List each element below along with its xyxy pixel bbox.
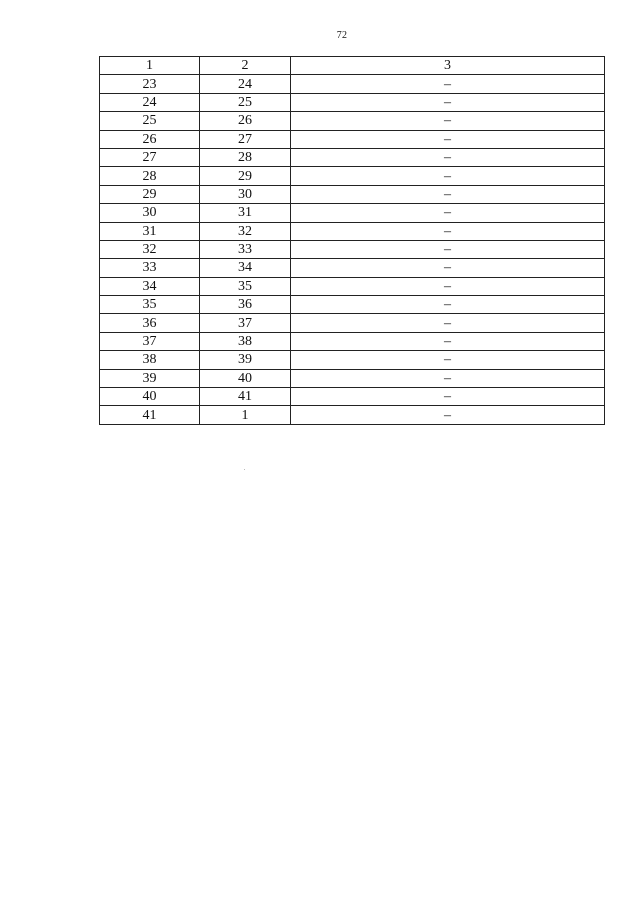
header-cell-col-3: 3 xyxy=(291,57,605,75)
table-cell-col-2: 26 xyxy=(200,112,291,130)
table-row xyxy=(100,93,605,111)
table-cell-col-3: – xyxy=(291,240,605,258)
table-cell-col-3: – xyxy=(291,222,605,240)
table-body xyxy=(100,75,605,424)
table-cell-col-2: 36 xyxy=(200,296,291,314)
table-cell-col-2: 27 xyxy=(200,130,291,148)
table-cell-col-2: 39 xyxy=(200,351,291,369)
table-row xyxy=(100,112,605,130)
table-cell-col-1: 41 xyxy=(100,406,200,424)
table-cell-col-1: 27 xyxy=(100,148,200,166)
scan-speck xyxy=(244,469,245,470)
table-row xyxy=(100,351,605,369)
table-cell-col-1: 28 xyxy=(100,167,200,185)
table-cell-col-1: 38 xyxy=(100,351,200,369)
table-row xyxy=(100,240,605,258)
table-cell-col-1: 39 xyxy=(100,369,200,387)
table-row xyxy=(100,296,605,314)
table-cell-col-3: – xyxy=(291,75,605,93)
table-row xyxy=(100,185,605,203)
table-cell-col-3: – xyxy=(291,277,605,295)
table-cell-col-1: 24 xyxy=(100,93,200,111)
table-cell-col-2: 35 xyxy=(200,277,291,295)
table-row xyxy=(100,167,605,185)
table-cell-col-2: 38 xyxy=(200,332,291,350)
header-cell-col-2: 2 xyxy=(200,57,291,75)
table-cell-col-2: 40 xyxy=(200,369,291,387)
table-row xyxy=(100,130,605,148)
table-cell-col-1: 29 xyxy=(100,185,200,203)
table-cell-col-3: – xyxy=(291,332,605,350)
table-cell-col-2: 24 xyxy=(200,75,291,93)
table-cell-col-1: 35 xyxy=(100,296,200,314)
table-row xyxy=(100,222,605,240)
table-cell-col-2: 32 xyxy=(200,222,291,240)
table-cell-col-1: 40 xyxy=(100,388,200,406)
table-cell-col-3: – xyxy=(291,388,605,406)
table-cell-col-3: – xyxy=(291,130,605,148)
table-cell-col-3: – xyxy=(291,296,605,314)
table-cell-col-3: – xyxy=(291,204,605,222)
table-cell-col-1: 36 xyxy=(100,314,200,332)
header-row xyxy=(100,57,605,75)
table-cell-col-2: 37 xyxy=(200,314,291,332)
table-cell-col-1: 25 xyxy=(100,112,200,130)
page-number: 72 xyxy=(336,30,348,41)
table-cell-col-2: 30 xyxy=(200,185,291,203)
table-cell-col-1: 31 xyxy=(100,222,200,240)
table-cell-col-3: – xyxy=(291,314,605,332)
table-cell-col-3: – xyxy=(291,351,605,369)
table-cell-col-1: 37 xyxy=(100,332,200,350)
table-cell-col-1: 33 xyxy=(100,259,200,277)
table-row xyxy=(100,369,605,387)
table-cell-col-1: 34 xyxy=(100,277,200,295)
table-row xyxy=(100,148,605,166)
table-row xyxy=(100,75,605,93)
table-cell-col-2: 33 xyxy=(200,240,291,258)
table-cell-col-3: – xyxy=(291,185,605,203)
table-row xyxy=(100,332,605,350)
table-cell-col-2: 28 xyxy=(200,148,291,166)
table-cell-col-2: 34 xyxy=(200,259,291,277)
header-cell-col-1: 1 xyxy=(100,57,200,75)
table-cell-col-2: 25 xyxy=(200,93,291,111)
table-row xyxy=(100,314,605,332)
table-cell-col-1: 23 xyxy=(100,75,200,93)
table-row xyxy=(100,388,605,406)
table-cell-col-3: – xyxy=(291,112,605,130)
table-cell-col-3: – xyxy=(291,93,605,111)
table-row xyxy=(100,277,605,295)
table-cell-col-1: 30 xyxy=(100,204,200,222)
table-cell-col-3: – xyxy=(291,406,605,424)
table-cell-col-3: – xyxy=(291,259,605,277)
table-cell-col-2: 29 xyxy=(200,167,291,185)
table-cell-col-1: 32 xyxy=(100,240,200,258)
table-cell-col-3: – xyxy=(291,369,605,387)
table-header xyxy=(100,57,605,75)
table-row xyxy=(100,259,605,277)
table-cell-col-2: 1 xyxy=(200,406,291,424)
table-cell-col-3: – xyxy=(291,148,605,166)
table-cell-col-1: 26 xyxy=(100,130,200,148)
table-row xyxy=(100,204,605,222)
table-cell-col-3: – xyxy=(291,167,605,185)
table-cell-col-2: 31 xyxy=(200,204,291,222)
table-row xyxy=(100,406,605,424)
data-table xyxy=(99,56,605,425)
table-cell-col-2: 41 xyxy=(200,388,291,406)
